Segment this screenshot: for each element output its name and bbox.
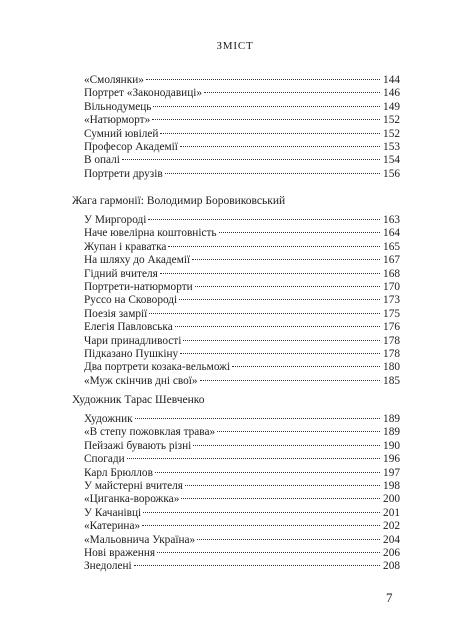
toc-entry bbox=[72, 114, 400, 127]
toc-entry bbox=[72, 101, 400, 114]
toc-entry-title: Спогади bbox=[84, 453, 125, 466]
toc-entry bbox=[72, 534, 400, 547]
dot-leader bbox=[180, 353, 380, 354]
toc-entry-title: Художник bbox=[84, 413, 133, 425]
dot-leader bbox=[148, 219, 380, 220]
toc-entry bbox=[72, 547, 400, 560]
toc-entry-page: 149 bbox=[383, 100, 400, 113]
toc-entry-page: 156 bbox=[383, 167, 400, 180]
toc-entry bbox=[72, 321, 400, 334]
toc-entry-title: Руссо на Сковороді bbox=[84, 294, 178, 307]
toc-entry bbox=[72, 308, 400, 321]
toc-entry-page: 197 bbox=[383, 466, 400, 479]
toc-entry-page: 165 bbox=[383, 240, 400, 253]
dot-leader bbox=[157, 552, 380, 553]
dot-leader bbox=[179, 299, 380, 300]
toc-entry-title: Портрет «Законодавиці» bbox=[84, 87, 203, 100]
toc-entry-page: 144 bbox=[383, 74, 400, 86]
dot-leader bbox=[193, 445, 380, 446]
toc-entry bbox=[72, 268, 400, 281]
toc-entry-title: Карл Брюллов bbox=[84, 466, 153, 479]
toc-entry bbox=[72, 426, 400, 439]
toc-entry bbox=[72, 214, 400, 227]
toc-entry-page: 170 bbox=[383, 280, 400, 293]
toc-entry-page: 153 bbox=[383, 140, 400, 153]
dot-leader bbox=[185, 485, 380, 486]
dot-leader bbox=[127, 458, 380, 459]
toc-entry-page: 154 bbox=[383, 154, 400, 167]
dot-leader bbox=[155, 472, 380, 473]
toc-entry bbox=[72, 507, 400, 520]
toc-entry-page: 152 bbox=[383, 114, 400, 127]
toc-entry-title: Пейзажі бувають різні bbox=[84, 439, 192, 452]
toc-entry-page: 185 bbox=[383, 374, 400, 387]
toc-section-3 bbox=[72, 393, 400, 574]
section-heading: Жага гармонії: Володимир Боровиковський bbox=[72, 195, 286, 207]
toc-entry bbox=[72, 467, 400, 480]
dot-leader bbox=[192, 259, 380, 260]
toc-entry-page: 178 bbox=[383, 334, 400, 347]
toc-entry-page: 206 bbox=[383, 546, 400, 559]
toc-entry-page: 200 bbox=[383, 493, 400, 506]
toc-entry-title: У Миргороді bbox=[84, 214, 147, 226]
dot-leader bbox=[160, 273, 380, 274]
dot-leader bbox=[180, 146, 380, 147]
toc-entry bbox=[72, 348, 400, 361]
dot-leader bbox=[204, 92, 380, 93]
dot-leader bbox=[168, 246, 380, 247]
toc-entry-title: Наче ювелірна коштовність bbox=[84, 227, 217, 240]
toc-entry-page: 178 bbox=[383, 347, 400, 360]
toc-entry bbox=[72, 375, 400, 388]
toc-entry-title: «Муж скінчив дні свої» bbox=[84, 374, 198, 387]
dot-leader bbox=[165, 173, 380, 174]
toc-entry-page: 204 bbox=[383, 533, 400, 546]
toc-entry bbox=[72, 227, 400, 240]
section-heading: Художник Тарас Шевченко bbox=[72, 394, 205, 406]
toc-entry-title: Нові враження bbox=[84, 546, 156, 559]
toc-entry-title: «Циганка-ворожка» bbox=[84, 493, 180, 506]
toc-entry-title: Портрети друзів bbox=[84, 167, 163, 180]
dot-leader bbox=[146, 79, 380, 80]
toc-entry-page: 202 bbox=[383, 520, 400, 533]
dot-leader bbox=[122, 159, 380, 160]
toc-entry-title: Підказано Пушкіну bbox=[84, 347, 179, 360]
dot-leader bbox=[200, 380, 380, 381]
dot-leader bbox=[134, 565, 380, 566]
toc-entry-title: Поезія замрії bbox=[84, 307, 148, 320]
toc-entry bbox=[72, 74, 400, 87]
toc-entry bbox=[72, 520, 400, 533]
toc-section-2 bbox=[72, 194, 400, 388]
dot-leader bbox=[181, 498, 380, 499]
toc-entry bbox=[72, 87, 400, 100]
dot-leader bbox=[217, 431, 380, 432]
toc-entry-page: 175 bbox=[383, 307, 400, 320]
toc-entry bbox=[72, 560, 400, 573]
dot-leader bbox=[175, 326, 380, 327]
toc-entry-title: Жупан і краватка bbox=[84, 240, 167, 253]
toc-entry-title: «Смолянки» bbox=[84, 74, 144, 86]
toc-entry bbox=[72, 493, 400, 506]
toc-entry-page: 189 bbox=[383, 413, 400, 425]
dot-leader bbox=[219, 232, 380, 233]
toc-entry-title: Гідний вчителя bbox=[84, 267, 158, 280]
dot-leader bbox=[232, 366, 380, 367]
toc-entry-title: Чари принадливості bbox=[84, 334, 182, 347]
toc-entry-page: 196 bbox=[383, 453, 400, 466]
toc-entry-page: 173 bbox=[383, 294, 400, 307]
toc-entry bbox=[72, 254, 400, 267]
toc-entry-page: 152 bbox=[383, 127, 400, 140]
toc-entry bbox=[72, 281, 400, 294]
dot-leader bbox=[183, 340, 380, 341]
toc-entry-title: На шляху до Академії bbox=[84, 254, 191, 267]
toc-entry-page: 146 bbox=[383, 87, 400, 100]
toc-entry bbox=[72, 453, 400, 466]
toc-entry-page: 164 bbox=[383, 227, 400, 240]
toc-entry-page: 198 bbox=[383, 479, 400, 492]
toc-entry bbox=[72, 141, 400, 154]
toc-entry-title: «Катерина» bbox=[84, 520, 141, 533]
toc-entry bbox=[72, 480, 400, 493]
page-title: ЗМІСТ bbox=[216, 40, 254, 52]
toc-entry bbox=[72, 294, 400, 307]
toc-entry-list bbox=[72, 413, 400, 574]
toc-entry-title: У Качанівці bbox=[84, 506, 142, 519]
toc-entry-page: 189 bbox=[383, 426, 400, 439]
toc-entry-title: Знедолені bbox=[84, 560, 132, 573]
toc-entry-title: Два портрети козака-вельможі bbox=[84, 361, 231, 374]
toc-entry bbox=[72, 128, 400, 141]
toc-entry-page: 168 bbox=[383, 267, 400, 280]
toc-entry-title: Професор Академії bbox=[84, 140, 178, 153]
toc-entry-title: Елегія Павловська bbox=[84, 321, 173, 334]
toc-entry-page: 167 bbox=[383, 254, 400, 267]
dot-leader bbox=[160, 133, 380, 134]
dot-leader bbox=[197, 539, 380, 540]
toc-entry-page: 190 bbox=[383, 439, 400, 452]
toc-section-1 bbox=[72, 74, 400, 181]
toc-entry-title: Вільнодумець bbox=[84, 100, 152, 113]
toc-entry bbox=[72, 413, 400, 426]
toc-entry-list bbox=[72, 214, 400, 388]
dot-leader bbox=[135, 418, 380, 419]
toc-entry-page: 208 bbox=[383, 560, 400, 573]
toc-entry-title: У майстерні вчителя bbox=[84, 479, 183, 492]
toc-entry-page: 180 bbox=[383, 361, 400, 374]
toc-entry bbox=[72, 168, 400, 181]
toc-entry bbox=[72, 154, 400, 167]
page-number: 7 bbox=[386, 590, 393, 605]
toc-entry-title: В опалі bbox=[84, 154, 120, 167]
dot-leader bbox=[143, 512, 380, 513]
toc-entry bbox=[72, 241, 400, 254]
dot-leader bbox=[149, 313, 380, 314]
toc-entry-title: «Натюрморт» bbox=[84, 114, 151, 127]
dot-leader bbox=[142, 525, 380, 526]
toc-entry-title: Портрети-натюрморти bbox=[84, 280, 193, 293]
toc-entry bbox=[72, 440, 400, 453]
dot-leader bbox=[195, 286, 380, 287]
toc-entry-list bbox=[72, 74, 400, 181]
toc-entry-page: 201 bbox=[383, 506, 400, 519]
toc-entry-title: «Мальовнича Україна» bbox=[84, 533, 196, 546]
toc-entry-title: Сумний ювілей bbox=[84, 127, 159, 140]
toc-entry-page: 176 bbox=[383, 321, 400, 334]
toc-entry-page: 163 bbox=[383, 214, 400, 226]
toc-entry bbox=[72, 335, 400, 348]
toc-entry-title: «В степу пожовклая трава» bbox=[84, 426, 216, 439]
toc-entry bbox=[72, 361, 400, 374]
dot-leader bbox=[153, 106, 380, 107]
dot-leader bbox=[152, 119, 380, 120]
